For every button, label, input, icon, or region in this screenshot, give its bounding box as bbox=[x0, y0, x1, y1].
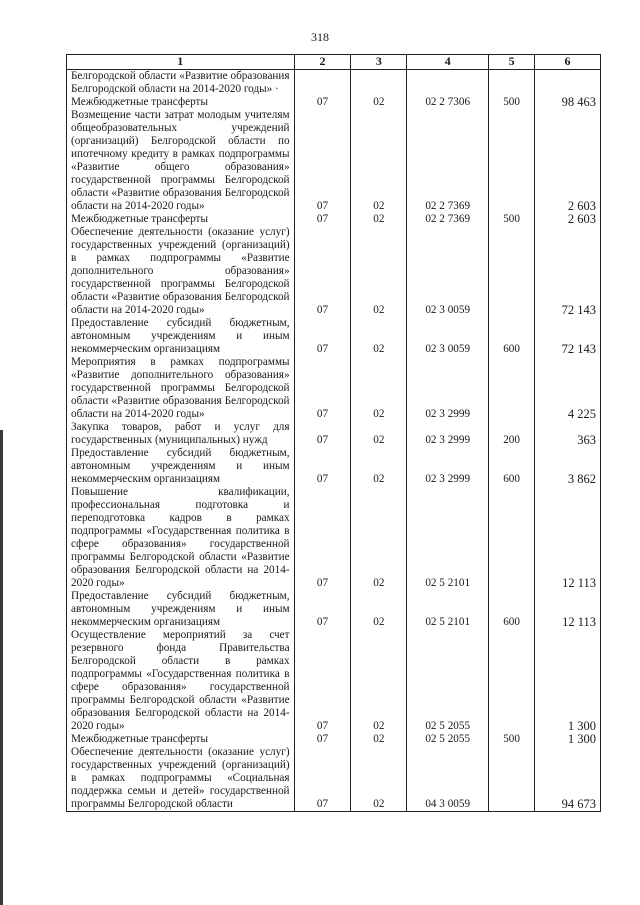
row-description: Межбюджетные трансферты bbox=[67, 213, 295, 226]
section-code: 07 bbox=[294, 226, 351, 317]
column-header: 1 bbox=[67, 55, 295, 70]
target-article-code: 02 2 7369 bbox=[407, 109, 489, 213]
expense-type-code: 600 bbox=[489, 317, 535, 356]
table-row bbox=[67, 447, 601, 486]
table-row bbox=[67, 96, 601, 109]
subsection-code bbox=[351, 70, 407, 97]
amount: 1 300 bbox=[535, 629, 601, 733]
table-row bbox=[67, 746, 601, 812]
section-code: 07 bbox=[294, 96, 351, 109]
subsection-code: 02 bbox=[351, 733, 407, 746]
expense-type-code bbox=[489, 746, 535, 812]
amount: 4 225 bbox=[535, 356, 601, 421]
amount bbox=[535, 70, 601, 97]
amount: 98 463 bbox=[535, 96, 601, 109]
section-code: 07 bbox=[294, 109, 351, 213]
amount: 1 300 bbox=[535, 733, 601, 746]
expense-type-code bbox=[489, 70, 535, 97]
section-code: 07 bbox=[294, 629, 351, 733]
target-article-code: 02 3 2999 bbox=[407, 421, 489, 447]
table-row bbox=[67, 629, 601, 733]
target-article-code bbox=[407, 70, 489, 97]
expense-type-code: 500 bbox=[489, 733, 535, 746]
target-article-code: 02 3 2999 bbox=[407, 356, 489, 421]
expense-type-code: 200 bbox=[489, 421, 535, 447]
target-article-code: 02 2 7306 bbox=[407, 96, 489, 109]
section-code bbox=[294, 70, 351, 97]
subsection-code: 02 bbox=[351, 356, 407, 421]
table-row bbox=[67, 421, 601, 447]
row-description: Предоставление субсидий бюджетным, автономным учреждениям и иным некоммерческим организациям bbox=[67, 590, 295, 629]
budget-table bbox=[66, 54, 601, 812]
section-code: 07 bbox=[294, 421, 351, 447]
section-code: 07 bbox=[294, 213, 351, 226]
subsection-code: 02 bbox=[351, 109, 407, 213]
expense-type-code: 500 bbox=[489, 96, 535, 109]
amount: 72 143 bbox=[535, 317, 601, 356]
target-article-code: 02 5 2055 bbox=[407, 629, 489, 733]
row-description: Мероприятия в рамках подпрограммы «Развитие дополнительного образования» государственной программы Белгородской области «Развитие образования Белгородской области на 2014-2020 годы» bbox=[67, 356, 295, 421]
subsection-code: 02 bbox=[351, 590, 407, 629]
scan-edge bbox=[0, 430, 3, 905]
row-description: Межбюджетные трансферты bbox=[67, 96, 295, 109]
expense-type-code bbox=[489, 486, 535, 590]
target-article-code: 02 3 2999 bbox=[407, 447, 489, 486]
amount: 2 603 bbox=[535, 109, 601, 213]
subsection-code: 02 bbox=[351, 421, 407, 447]
table-header-row bbox=[67, 55, 601, 70]
amount: 72 143 bbox=[535, 226, 601, 317]
subsection-code: 02 bbox=[351, 317, 407, 356]
expense-type-code: 600 bbox=[489, 590, 535, 629]
row-description: Повышение квалификации, профессиональная подготовка и переподготовка кадров в рамках подпрограммы «Государственная политика в сфере образования» государственной программы Белгородской области «Развитие образования Белгородской области на 2014-2020 годы» bbox=[67, 486, 295, 590]
expense-type-code bbox=[489, 109, 535, 213]
amount: 94 673 bbox=[535, 746, 601, 812]
table-row bbox=[67, 590, 601, 629]
target-article-code: 02 5 2055 bbox=[407, 733, 489, 746]
subsection-code: 02 bbox=[351, 447, 407, 486]
amount: 12 113 bbox=[535, 590, 601, 629]
amount: 363 bbox=[535, 421, 601, 447]
row-description: Белгородской области «Развитие образования Белгородской области на 2014-2020 годы» · bbox=[67, 70, 295, 97]
table-row bbox=[67, 109, 601, 213]
column-header: 2 bbox=[294, 55, 351, 70]
expense-type-code: 600 bbox=[489, 447, 535, 486]
target-article-code: 02 5 2101 bbox=[407, 590, 489, 629]
expense-type-code bbox=[489, 356, 535, 421]
subsection-code: 02 bbox=[351, 629, 407, 733]
expense-type-code bbox=[489, 629, 535, 733]
subsection-code: 02 bbox=[351, 213, 407, 226]
section-code: 07 bbox=[294, 317, 351, 356]
column-header: 3 bbox=[351, 55, 407, 70]
section-code: 07 bbox=[294, 733, 351, 746]
target-article-code: 02 5 2101 bbox=[407, 486, 489, 590]
target-article-code: 02 3 0059 bbox=[407, 226, 489, 317]
table-row bbox=[67, 70, 601, 97]
row-description: Закупка товаров, работ и услуг для государственных (муниципальных) нужд bbox=[67, 421, 295, 447]
section-code: 07 bbox=[294, 486, 351, 590]
table-row bbox=[67, 213, 601, 226]
target-article-code: 02 2 7369 bbox=[407, 213, 489, 226]
amount: 3 862 bbox=[535, 447, 601, 486]
table-row bbox=[67, 733, 601, 746]
row-description: Межбюджетные трансферты bbox=[67, 733, 295, 746]
table-row bbox=[67, 317, 601, 356]
section-code: 07 bbox=[294, 746, 351, 812]
column-header: 6 bbox=[535, 55, 601, 70]
row-description: Обеспечение деятельности (оказание услуг) государственных учреждений (организаций) в рамках подпрограммы «Социальная поддержка семьи и детей» государственной программы Белгородской области bbox=[67, 746, 295, 812]
row-description: Осуществление мероприятий за счет резервного фонда Правительства Белгородской области в рамках подпрограммы «Государственная политика в сфере образования» государственной программы Белгородской области «Развитие образования Белгородской области на 2014-2020 годы» bbox=[67, 629, 295, 733]
table-row bbox=[67, 356, 601, 421]
subsection-code: 02 bbox=[351, 226, 407, 317]
table-row bbox=[67, 226, 601, 317]
expense-type-code: 500 bbox=[489, 213, 535, 226]
page-number: 318 bbox=[311, 30, 329, 44]
target-article-code: 04 3 0059 bbox=[407, 746, 489, 812]
section-code: 07 bbox=[294, 356, 351, 421]
target-article-code: 02 3 0059 bbox=[407, 317, 489, 356]
row-description: Предоставление субсидий бюджетным, автономным учреждениям и иным некоммерческим организациям bbox=[67, 317, 295, 356]
table-row bbox=[67, 486, 601, 590]
row-description: Предоставление субсидий бюджетным, автономным учреждениям и иным некоммерческим организациям bbox=[67, 447, 295, 486]
column-header: 5 bbox=[489, 55, 535, 70]
amount: 12 113 bbox=[535, 486, 601, 590]
section-code: 07 bbox=[294, 447, 351, 486]
subsection-code: 02 bbox=[351, 96, 407, 109]
row-description: Обеспечение деятельности (оказание услуг) государственных учреждений (организаций) в рамках подпрограммы «Развитие дополнительного образования» государственной программы Белгородской области «Развитие образования Белгородской области на 2014-2020 годы» bbox=[67, 226, 295, 317]
row-description: Возмещение части затрат молодым учителям общеобразовательных учреждений (организаций) Белгородской области по ипотечному кредиту в рамках подпрограммы «Развитие общего образования» государственной программы Белгородской области «Развитие образования Белгородской области на 2014-2020 годы» bbox=[67, 109, 295, 213]
section-code: 07 bbox=[294, 590, 351, 629]
subsection-code: 02 bbox=[351, 746, 407, 812]
subsection-code: 02 bbox=[351, 486, 407, 590]
amount: 2 603 bbox=[535, 213, 601, 226]
column-header: 4 bbox=[407, 55, 489, 70]
expense-type-code bbox=[489, 226, 535, 317]
